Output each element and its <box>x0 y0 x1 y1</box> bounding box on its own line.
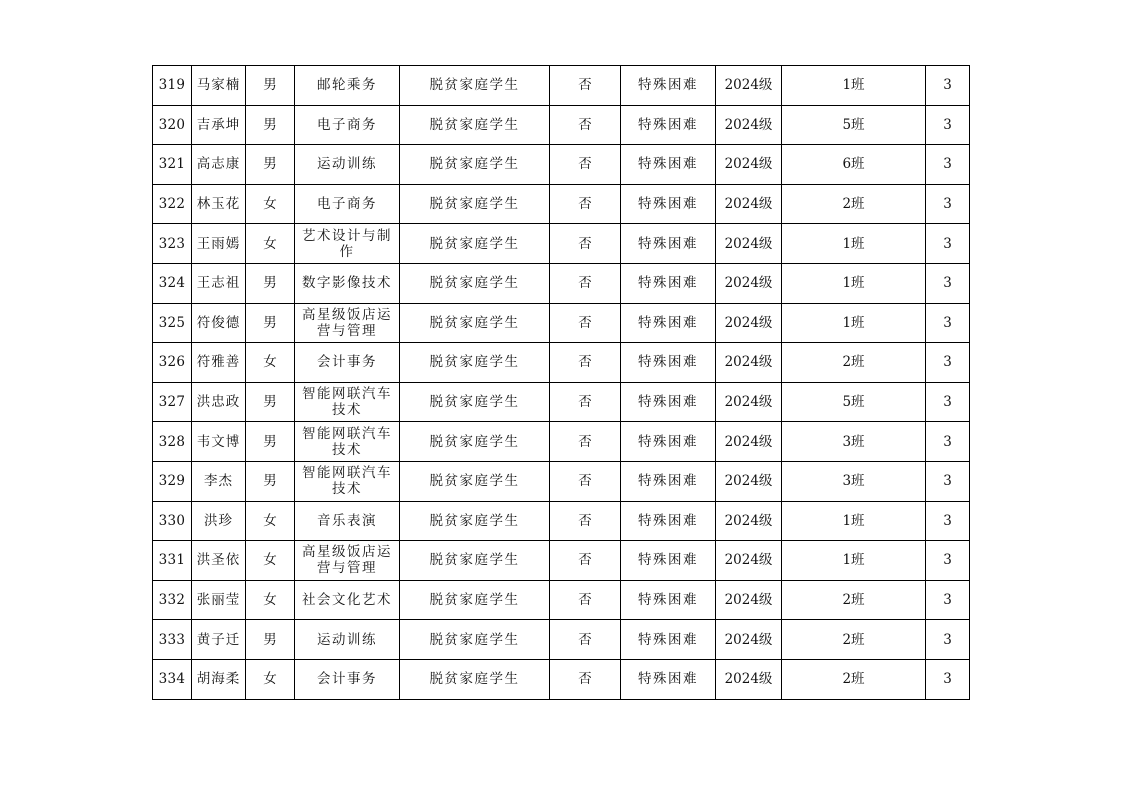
table-row <box>153 580 970 620</box>
cell-grade: 2024级 <box>716 382 782 422</box>
cell-number: 327 <box>153 382 192 422</box>
table-row <box>153 541 970 581</box>
cell-years: 3 <box>926 659 970 699</box>
cell-student-name: 黄子迁 <box>192 620 246 660</box>
cell-class: 1班 <box>782 224 926 264</box>
cell-class: 2班 <box>782 343 926 383</box>
cell-gender: 男 <box>246 382 295 422</box>
cell-difficulty: 特殊困难 <box>621 501 716 541</box>
cell-grade: 2024级 <box>716 541 782 581</box>
cell-gender: 男 <box>246 303 295 343</box>
cell-student-name: 韦文博 <box>192 422 246 462</box>
table-row <box>153 303 970 343</box>
cell-number: 323 <box>153 224 192 264</box>
cell-difficulty: 特殊困难 <box>621 541 716 581</box>
cell-flag: 否 <box>550 659 621 699</box>
cell-flag: 否 <box>550 145 621 185</box>
cell-family-type: 脱贫家庭学生 <box>400 659 550 699</box>
cell-gender: 男 <box>246 145 295 185</box>
cell-family-type: 脱贫家庭学生 <box>400 382 550 422</box>
cell-major: 智能网联汽车技术 <box>295 382 400 422</box>
cell-gender: 女 <box>246 224 295 264</box>
cell-gender: 女 <box>246 541 295 581</box>
cell-number: 334 <box>153 659 192 699</box>
cell-difficulty: 特殊困难 <box>621 422 716 462</box>
cell-grade: 2024级 <box>716 184 782 224</box>
cell-class: 2班 <box>782 580 926 620</box>
table-row <box>153 66 970 106</box>
cell-gender: 女 <box>246 580 295 620</box>
cell-class: 2班 <box>782 659 926 699</box>
cell-flag: 否 <box>550 105 621 145</box>
cell-flag: 否 <box>550 184 621 224</box>
cell-class: 3班 <box>782 422 926 462</box>
cell-student-name: 马家楠 <box>192 66 246 106</box>
cell-flag: 否 <box>550 461 621 501</box>
cell-student-name: 林玉花 <box>192 184 246 224</box>
cell-family-type: 脱贫家庭学生 <box>400 105 550 145</box>
cell-student-name: 吉承坤 <box>192 105 246 145</box>
cell-grade: 2024级 <box>716 263 782 303</box>
cell-student-name: 高志康 <box>192 145 246 185</box>
student-aid-table <box>152 65 970 700</box>
cell-student-name: 洪珍 <box>192 501 246 541</box>
cell-gender: 男 <box>246 66 295 106</box>
cell-family-type: 脱贫家庭学生 <box>400 580 550 620</box>
table-row <box>153 620 970 660</box>
cell-years: 3 <box>926 501 970 541</box>
cell-class: 1班 <box>782 66 926 106</box>
table-row <box>153 382 970 422</box>
cell-number: 320 <box>153 105 192 145</box>
cell-major: 邮轮乘务 <box>295 66 400 106</box>
cell-major: 数字影像技术 <box>295 263 400 303</box>
cell-family-type: 脱贫家庭学生 <box>400 184 550 224</box>
cell-years: 3 <box>926 145 970 185</box>
cell-gender: 女 <box>246 659 295 699</box>
table-row <box>153 224 970 264</box>
cell-class: 1班 <box>782 501 926 541</box>
cell-number: 322 <box>153 184 192 224</box>
cell-family-type: 脱贫家庭学生 <box>400 501 550 541</box>
cell-flag: 否 <box>550 501 621 541</box>
cell-family-type: 脱贫家庭学生 <box>400 461 550 501</box>
cell-family-type: 脱贫家庭学生 <box>400 422 550 462</box>
cell-family-type: 脱贫家庭学生 <box>400 343 550 383</box>
cell-student-name: 王志祖 <box>192 263 246 303</box>
cell-years: 3 <box>926 382 970 422</box>
cell-difficulty: 特殊困难 <box>621 461 716 501</box>
table-row <box>153 343 970 383</box>
cell-difficulty: 特殊困难 <box>621 382 716 422</box>
cell-family-type: 脱贫家庭学生 <box>400 224 550 264</box>
cell-class: 3班 <box>782 461 926 501</box>
cell-major: 智能网联汽车技术 <box>295 422 400 462</box>
cell-student-name: 李杰 <box>192 461 246 501</box>
table-row <box>153 461 970 501</box>
cell-major: 智能网联汽车技术 <box>295 461 400 501</box>
cell-number: 324 <box>153 263 192 303</box>
table-row <box>153 263 970 303</box>
table-row <box>153 145 970 185</box>
cell-family-type: 脱贫家庭学生 <box>400 145 550 185</box>
cell-years: 3 <box>926 184 970 224</box>
cell-grade: 2024级 <box>716 303 782 343</box>
cell-flag: 否 <box>550 66 621 106</box>
cell-major: 音乐表演 <box>295 501 400 541</box>
cell-difficulty: 特殊困难 <box>621 145 716 185</box>
table-row <box>153 184 970 224</box>
cell-major: 高星级饭店运营与管理 <box>295 303 400 343</box>
cell-gender: 男 <box>246 422 295 462</box>
cell-difficulty: 特殊困难 <box>621 303 716 343</box>
cell-gender: 女 <box>246 184 295 224</box>
cell-grade: 2024级 <box>716 620 782 660</box>
cell-gender: 女 <box>246 501 295 541</box>
cell-class: 1班 <box>782 303 926 343</box>
cell-flag: 否 <box>550 303 621 343</box>
cell-difficulty: 特殊困难 <box>621 343 716 383</box>
cell-flag: 否 <box>550 343 621 383</box>
cell-gender: 女 <box>246 343 295 383</box>
cell-class: 1班 <box>782 541 926 581</box>
cell-major: 电子商务 <box>295 105 400 145</box>
cell-years: 3 <box>926 422 970 462</box>
cell-flag: 否 <box>550 580 621 620</box>
cell-major: 运动训练 <box>295 145 400 185</box>
cell-years: 3 <box>926 620 970 660</box>
cell-student-name: 王雨嫣 <box>192 224 246 264</box>
cell-gender: 男 <box>246 263 295 303</box>
cell-years: 3 <box>926 303 970 343</box>
cell-family-type: 脱贫家庭学生 <box>400 620 550 660</box>
table-row <box>153 659 970 699</box>
cell-number: 332 <box>153 580 192 620</box>
cell-flag: 否 <box>550 382 621 422</box>
cell-grade: 2024级 <box>716 105 782 145</box>
cell-years: 3 <box>926 343 970 383</box>
cell-difficulty: 特殊困难 <box>621 184 716 224</box>
cell-major: 电子商务 <box>295 184 400 224</box>
cell-grade: 2024级 <box>716 145 782 185</box>
cell-number: 325 <box>153 303 192 343</box>
cell-flag: 否 <box>550 541 621 581</box>
cell-major: 运动训练 <box>295 620 400 660</box>
cell-flag: 否 <box>550 224 621 264</box>
cell-student-name: 洪忠政 <box>192 382 246 422</box>
cell-major: 社会文化艺术 <box>295 580 400 620</box>
cell-major: 会计事务 <box>295 343 400 383</box>
cell-grade: 2024级 <box>716 224 782 264</box>
cell-number: 326 <box>153 343 192 383</box>
cell-class: 5班 <box>782 105 926 145</box>
cell-family-type: 脱贫家庭学生 <box>400 66 550 106</box>
cell-grade: 2024级 <box>716 659 782 699</box>
cell-gender: 男 <box>246 461 295 501</box>
cell-student-name: 胡海柔 <box>192 659 246 699</box>
cell-difficulty: 特殊困难 <box>621 620 716 660</box>
cell-flag: 否 <box>550 620 621 660</box>
cell-number: 319 <box>153 66 192 106</box>
cell-flag: 否 <box>550 422 621 462</box>
cell-major: 会计事务 <box>295 659 400 699</box>
cell-grade: 2024级 <box>716 461 782 501</box>
cell-class: 5班 <box>782 382 926 422</box>
cell-difficulty: 特殊困难 <box>621 224 716 264</box>
cell-difficulty: 特殊困难 <box>621 263 716 303</box>
cell-student-name: 符俊德 <box>192 303 246 343</box>
cell-years: 3 <box>926 461 970 501</box>
cell-class: 2班 <box>782 184 926 224</box>
cell-number: 333 <box>153 620 192 660</box>
cell-years: 3 <box>926 263 970 303</box>
cell-years: 3 <box>926 580 970 620</box>
cell-number: 321 <box>153 145 192 185</box>
cell-number: 328 <box>153 422 192 462</box>
cell-family-type: 脱贫家庭学生 <box>400 303 550 343</box>
cell-years: 3 <box>926 541 970 581</box>
cell-class: 6班 <box>782 145 926 185</box>
cell-difficulty: 特殊困难 <box>621 580 716 620</box>
table-row <box>153 422 970 462</box>
cell-years: 3 <box>926 224 970 264</box>
table-row <box>153 105 970 145</box>
table-row <box>153 501 970 541</box>
cell-family-type: 脱贫家庭学生 <box>400 541 550 581</box>
cell-student-name: 符雅善 <box>192 343 246 383</box>
cell-grade: 2024级 <box>716 501 782 541</box>
cell-number: 330 <box>153 501 192 541</box>
cell-difficulty: 特殊困难 <box>621 66 716 106</box>
cell-grade: 2024级 <box>716 580 782 620</box>
cell-grade: 2024级 <box>716 66 782 106</box>
table-body <box>153 66 970 700</box>
cell-class: 2班 <box>782 620 926 660</box>
cell-years: 3 <box>926 66 970 106</box>
cell-class: 1班 <box>782 263 926 303</box>
cell-grade: 2024级 <box>716 343 782 383</box>
cell-flag: 否 <box>550 263 621 303</box>
cell-student-name: 张丽莹 <box>192 580 246 620</box>
cell-gender: 男 <box>246 620 295 660</box>
cell-years: 3 <box>926 105 970 145</box>
cell-gender: 男 <box>246 105 295 145</box>
cell-grade: 2024级 <box>716 422 782 462</box>
cell-number: 331 <box>153 541 192 581</box>
cell-major: 高星级饭店运营与管理 <box>295 541 400 581</box>
cell-difficulty: 特殊困难 <box>621 105 716 145</box>
cell-family-type: 脱贫家庭学生 <box>400 263 550 303</box>
cell-difficulty: 特殊困难 <box>621 659 716 699</box>
cell-major: 艺术设计与制作 <box>295 224 400 264</box>
cell-number: 329 <box>153 461 192 501</box>
cell-student-name: 洪圣依 <box>192 541 246 581</box>
